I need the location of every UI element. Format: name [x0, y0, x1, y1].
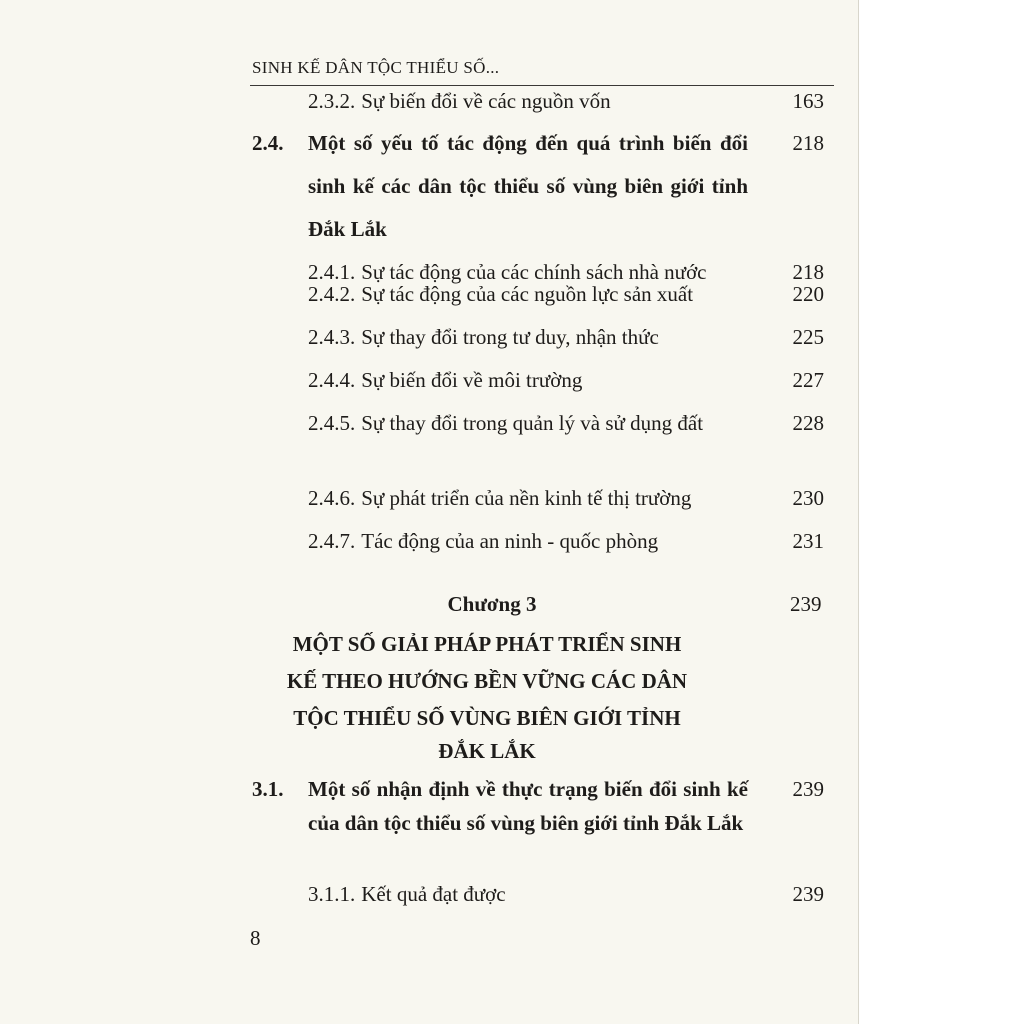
- entry-text: Sự tác động của các chính sách nhà nước: [361, 260, 707, 284]
- entry-page: 218: [792, 131, 824, 155]
- entry-text: Một số nhận định về thực trạng biến đổi sinh kế của dân tộc thiểu số vùng biên giới tỉnh Đắk Lắk: [308, 777, 748, 835]
- running-header: SINH KẾ DÂN TỘC THIỂU SỐ...: [252, 58, 500, 77]
- entry-page: 228: [792, 411, 824, 435]
- entry-label: 2.4.: [252, 131, 284, 155]
- entry-page: 239: [792, 882, 824, 906]
- entry-label: 2.3.2.: [308, 89, 356, 113]
- entry-page: 227: [792, 368, 824, 392]
- entry-text: Sự phát triển của nền kinh tế thị trường: [361, 486, 692, 510]
- entry-label: 2.4.7.: [308, 529, 356, 553]
- entry-page: 225: [792, 325, 824, 349]
- entry-text: Sự thay đổi trong tư duy, nhận thức: [361, 325, 659, 349]
- entry-text: Tác động của an ninh - quốc phòng: [361, 529, 659, 553]
- entry-text: Sự thay đổi trong quản lý và sử dụng đất: [361, 411, 704, 435]
- chapter-title-line: ĐẮK LẮK: [438, 739, 536, 763]
- chapter-title-line: TỘC THIỂU SỐ VÙNG BIÊN GIỚI TỈNH: [293, 706, 681, 730]
- entry-text: Kết quả đạt được: [361, 882, 506, 906]
- entry-label: 2.4.3.: [308, 325, 356, 349]
- entry-page: 163: [792, 89, 824, 113]
- chapter-label: Chương 3: [447, 592, 537, 616]
- chapter-page: 239: [790, 592, 822, 616]
- entry-label: 2.4.6.: [308, 486, 356, 510]
- entry-page: 218: [792, 260, 824, 284]
- entry-page: 230: [792, 486, 824, 510]
- chapter-title-line: MỘT SỐ GIẢI PHÁP PHÁT TRIỂN SINH: [292, 632, 682, 656]
- entry-label: 3.1.: [252, 777, 284, 801]
- entry-page: 220: [792, 282, 824, 306]
- entry-text: Một số yếu tố tác động đến quá trình biến đổi sinh kế các dân tộc thiểu số vùng biên giới tỉnh Đắk Lắk: [308, 131, 748, 241]
- entry-text: Sự biến đổi về môi trường: [361, 368, 583, 392]
- entry-page: 231: [792, 529, 824, 553]
- entry-label: 3.1.1.: [308, 882, 356, 906]
- page-number: 8: [250, 926, 261, 950]
- entry-text: Sự biến đổi về các nguồn vốn: [361, 89, 611, 113]
- chapter-title: [252, 626, 722, 765]
- entry-page: 239: [792, 777, 824, 801]
- entry-label: 2.4.4.: [308, 368, 356, 392]
- entry-label: 2.4.5.: [308, 411, 356, 435]
- entry-label: 2.4.1.: [308, 260, 356, 284]
- entry-text: Sự tác động của các nguồn lực sản xuất: [361, 282, 694, 306]
- chapter-title-line: KẾ THEO HƯỚNG BỀN VỮNG CÁC DÂN: [286, 669, 688, 693]
- header-rule: [250, 85, 834, 86]
- entry-label: 2.4.2.: [308, 282, 356, 306]
